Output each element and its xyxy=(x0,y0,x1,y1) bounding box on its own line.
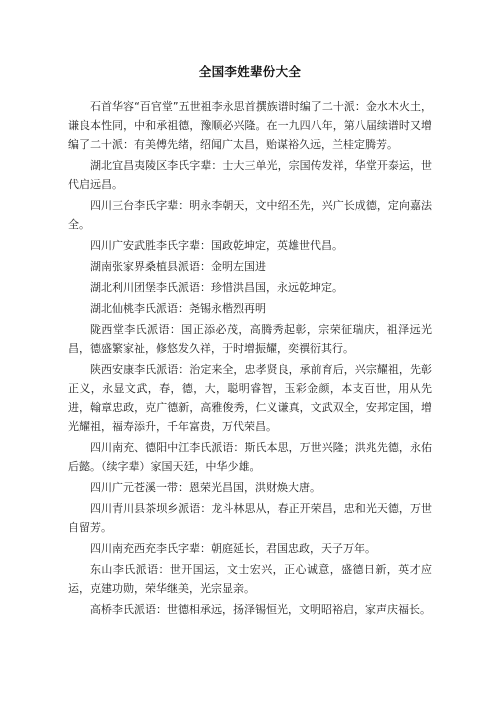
paragraph-santai: 四川三台李氏字辈：明永李朝天，文中绍丕先，兴广长成德，定向嘉法全。 xyxy=(68,199,432,231)
paragraph-huarong: 石首华容“百官堂”五世祖李永思首撰族谱时编了二十派：金水木火土，谦良本性同，中和承祖德，豫顺必兴隆。在一九四八年，第八届续谱时又增编了二十派：有美傅先绪，绍闻广太昌，贻谋裕久远，兰桂定腾芳。 xyxy=(68,100,432,151)
paragraph-zhangjiajie: 湖南张家界桑植县派语：金明左国进 xyxy=(90,260,266,273)
paragraph-xiantao: 湖北仙桃李氏派语：尧锡永楷烈再明 xyxy=(90,302,266,315)
paragraph-qingchuan: 四川青川县茶坝乡派语：龙斗林思从，春正开荣昌，忠和光天德，万世自留芳。 xyxy=(68,502,432,534)
paragraph-wusheng: 四川广安武胜李氏字辈：国政乾坤定，英雄世代昌。 xyxy=(90,239,343,252)
paragraph-longxi: 陇西堂李氏派语：国正添必茂，高腾秀起彰，宗荣征瑞庆，祖泽远光昌，德盛繁家祉，修悠发久祥，于时增振耀，奕禩衍其行。 xyxy=(68,323,432,355)
paragraph-nanchong-deyang: 四川南充、德阳中江李氏派语：斯氏本思，万世兴隆；洪兆先德，永佑后懿。（续字辈）家国天廷，中华少雄。 xyxy=(68,441,432,473)
paragraph-ankang: 陕西安康李氏派语：治定来全，忠孝贤良，承前育后，兴宗耀祖，先彰正义，永显文武，春，德，大，聪明睿智，玉彩金颜，本支百世，用从先进，翰章忠政，克广德新，高雅俊秀，仁义谦真，文武双全，安邦定国，增光耀祖，福寿添升，千年富贵，万代荣昌。 xyxy=(68,363,432,433)
paragraph-gaoqiao: 高桥李氏派语：世德相承远，扬泽锡恒光，文明昭裕启，家声庆福长。 xyxy=(90,603,431,616)
paragraph-dongshan: 东山李氏派语：世开国运，文士宏兴，正心诚意，盛德日新，英才应运，克建功勋，荣华继美，光宗显亲。 xyxy=(68,563,432,595)
paragraph-lichuan: 湖北利川团堡李氏派语：珍惜洪昌国，永远乾坤定。 xyxy=(90,281,343,294)
paragraph-cangxi: 四川广元苍溪一带：恩荣光昌国，洪财焕大唐。 xyxy=(90,481,321,494)
paragraph-yichang: 湖北宜昌夷陵区李氏字辈：士大三单光，宗国传发祥，华堂开泰运，世代启远昌。 xyxy=(68,159,432,191)
paragraph-xichong: 四川南充西充李氏字辈：朝庭延长，君国忠政，天子万年。 xyxy=(90,542,376,555)
document-page xyxy=(68,62,432,621)
document-title: 全国李姓辈份大全 xyxy=(198,64,302,79)
